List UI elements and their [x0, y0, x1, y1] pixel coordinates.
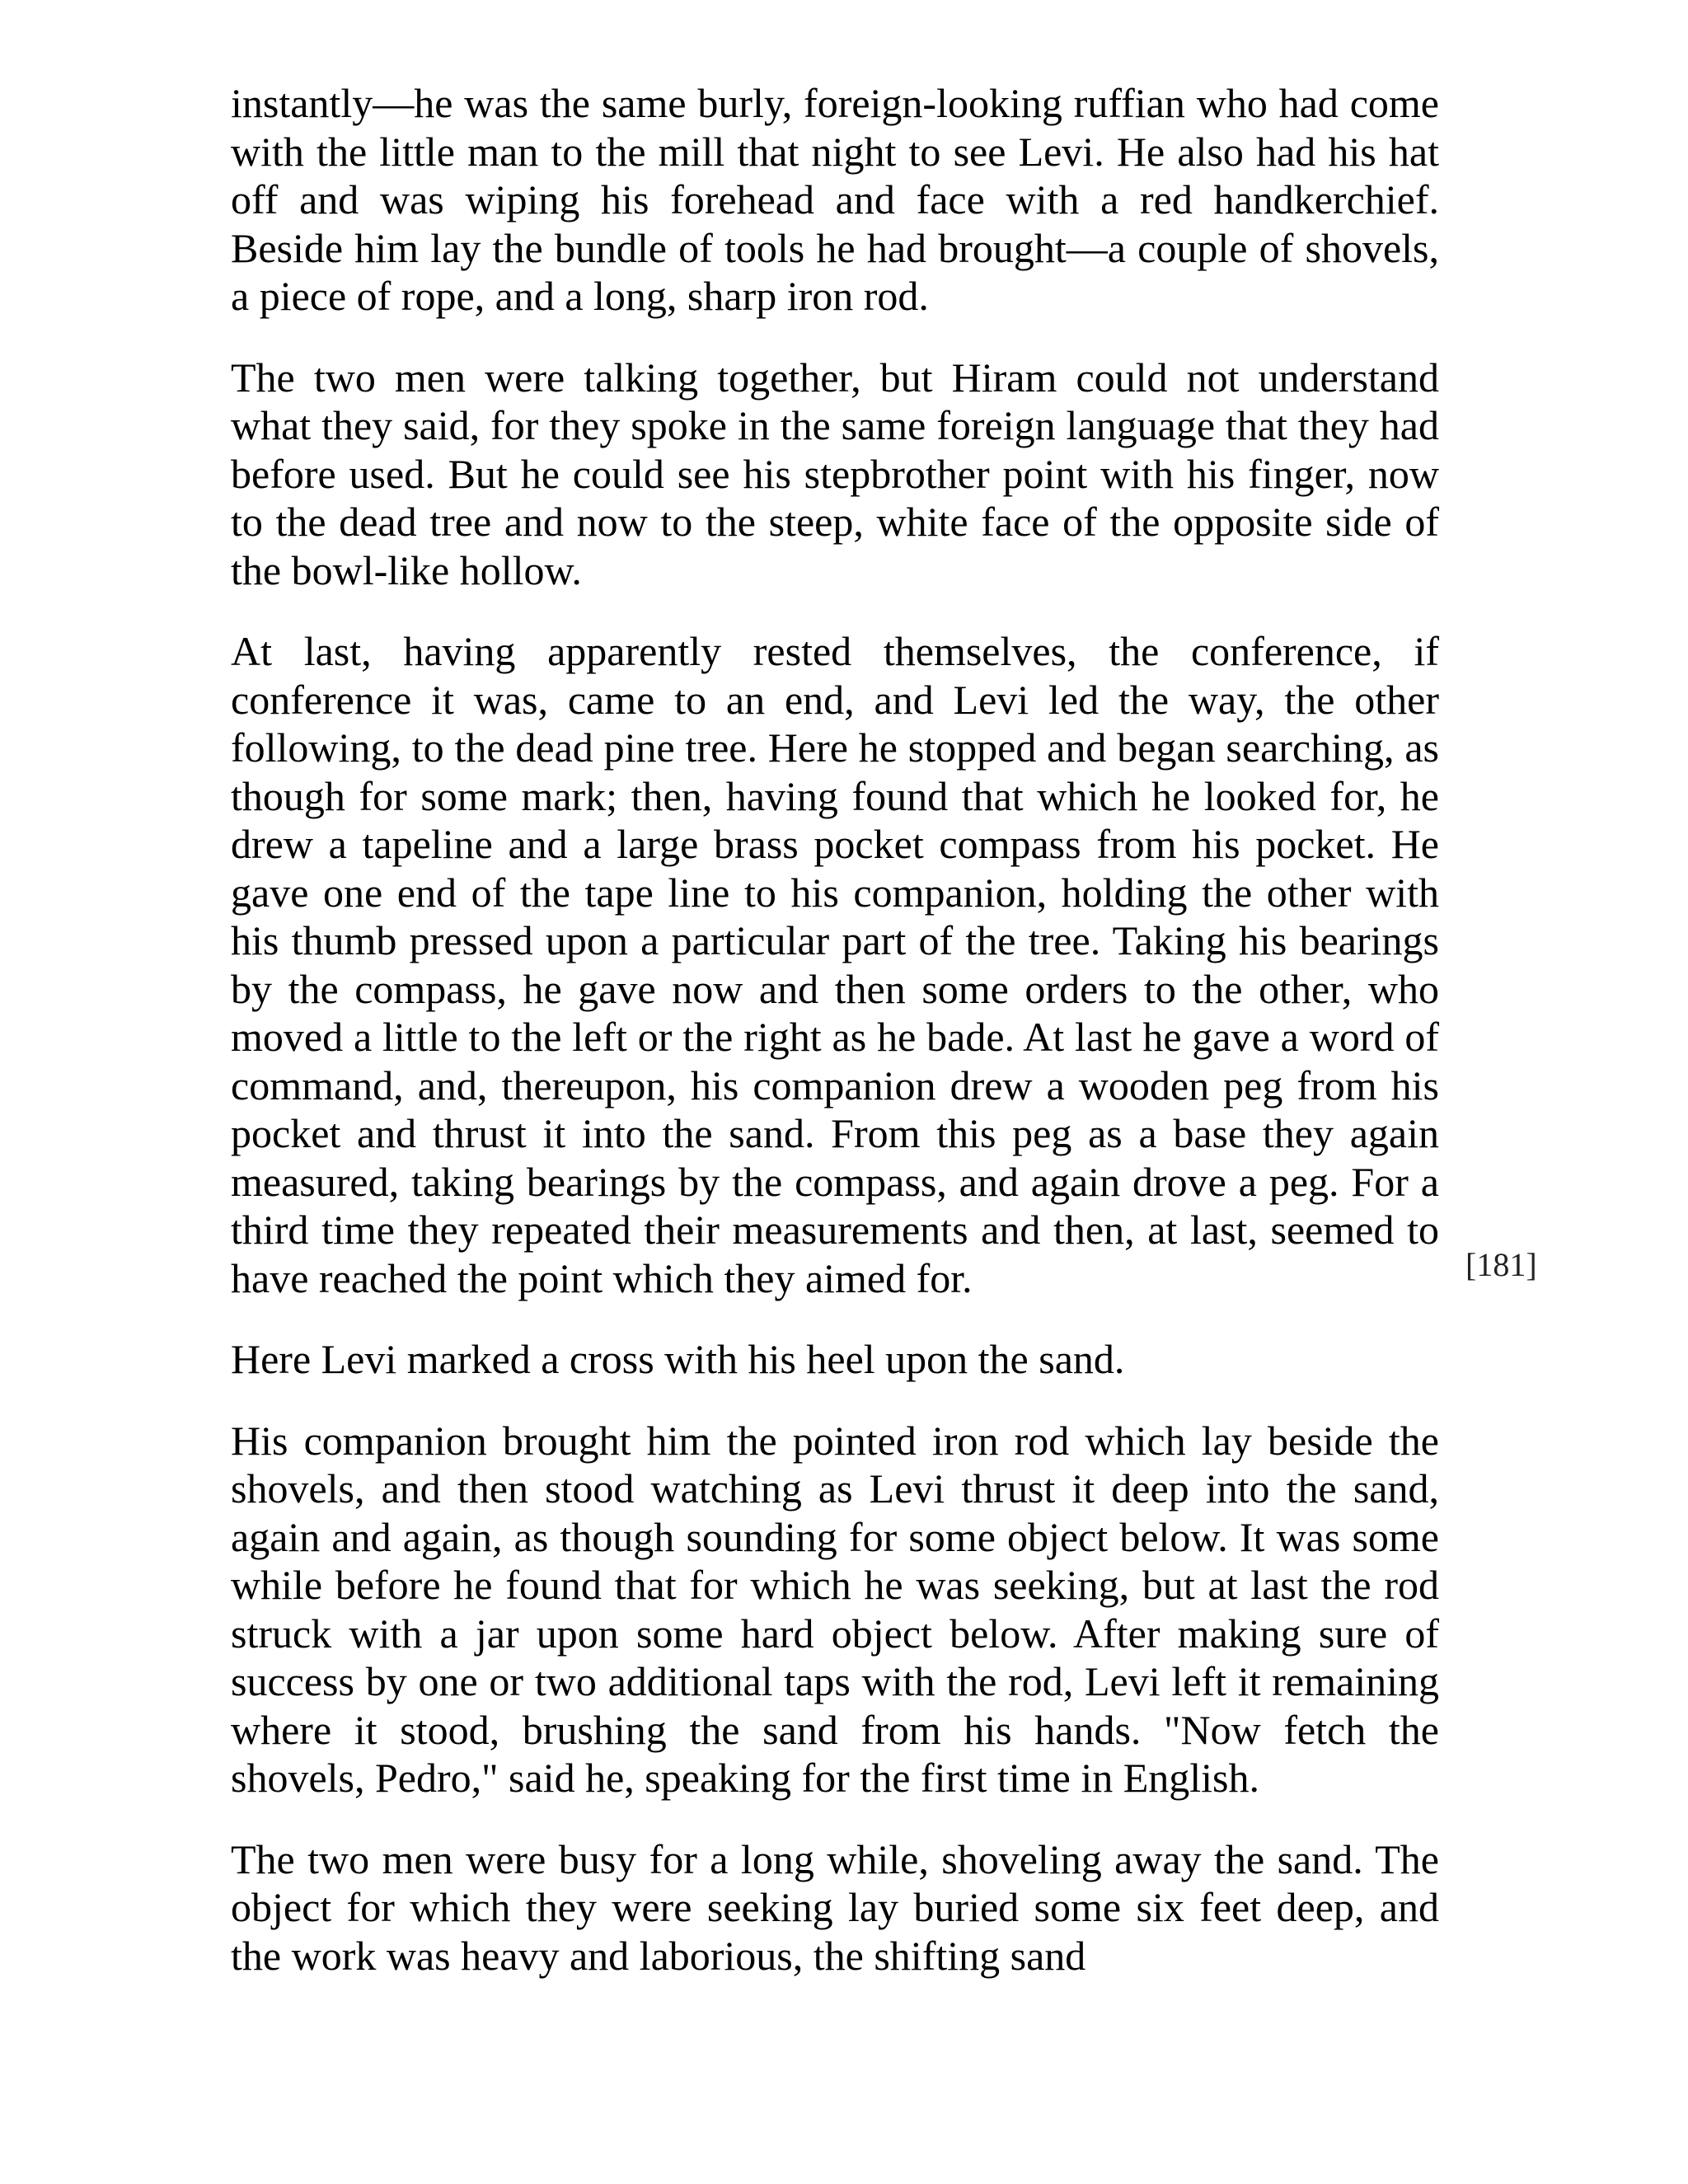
paragraph-2: The two men were talking together, but Hiram could not understand what they said, for they spoke in the same foreign language that they had before used. But he could see his stepbrother point with his finger, now to the dead tree and now to the steep, white face of the opposite side of the bowl-like hollow. — [231, 354, 1439, 593]
page-body — [231, 79, 1439, 2013]
paragraph-1: instantly—he was the same burly, foreign-looking ruffian who had come with the little man to the mill that night to see Levi. He also had his hat off and was wiping his forehead and face with a red handkerchief. Beside him lay the bundle of tools he had brought—a couple of shovels, a piece of rope, and a long, sharp iron rod. — [231, 80, 1439, 319]
paragraph-3: At last, having apparently rested themselves, the conference, if conference it was, came to an end, and Levi led the way, the other following, to the dead pine tree. Here he stopped and began searching, as though for some mark; then, having found that which he looked for, he drew a tapeline and a large brass pocket compass from his pocket. He gave one end of the tape line to his companion, holding the other with his thumb pressed upon a particular part of the tree. Taking his bearings by the compass, he gave now and then some orders to the other, who moved a little to the left or the right as he bade. At last he gave a word of command, and, thereupon, his companion drew a wooden peg from his pocket and thrust it into the sand. From this peg as a base they again measured, taking bearings by the compass, and again drove a peg. For a third time they repeated their measurements and then, at last, seemed to have reached the point which they aimed for. — [231, 628, 1439, 1301]
page-number: [181] — [1465, 1246, 1537, 1283]
paragraph-4: Here Levi marked a cross with his heel upon the sand. — [231, 1336, 1125, 1382]
paragraph-5: His companion brought him the pointed iron rod which lay beside the shovels, and then stood watching as Levi thrust it deep into the sand, again and again, as though sounding for some object below. It was some while before he found that for which he was seeking, but at last the rod struck with a jar upon some hard object below. After making sure of success by one or two additional taps with the rod, Levi left it remaining where it stood, brushing the sand from his hands. "Now fetch the shovels, Pedro," said he, speaking for the first time in English. — [231, 1417, 1439, 1801]
paragraph-6: The two men were busy for a long while, shoveling away the sand. The object for which they were seeking lay buried some six feet deep, and the work was heavy and laborious, the shifting sand — [231, 1835, 1439, 1979]
